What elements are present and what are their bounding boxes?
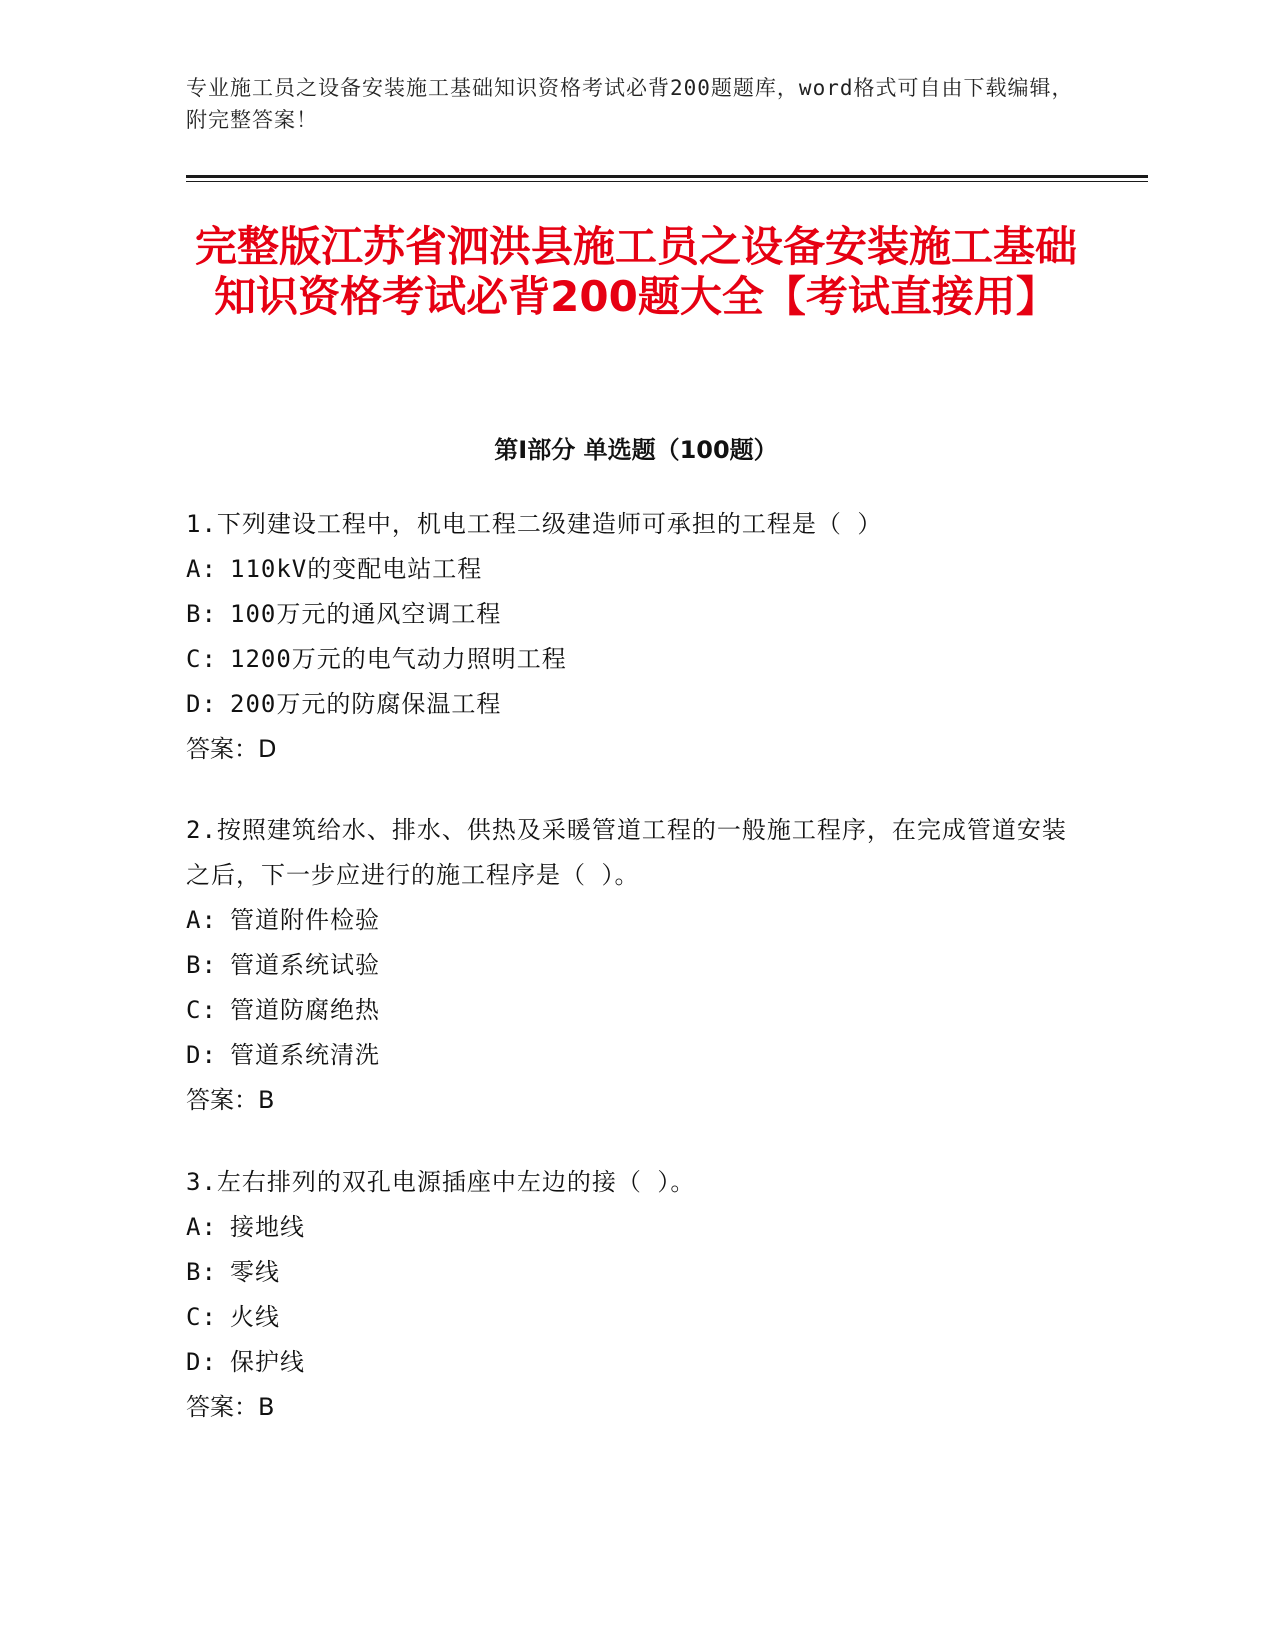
option-a xyxy=(186,547,1086,592)
option-text: 火线 xyxy=(230,1303,280,1331)
option-text: 1200万元的电气动力照明工程 xyxy=(230,645,567,673)
option-key: D: xyxy=(186,1348,217,1376)
option-text: 管道防腐绝热 xyxy=(230,996,380,1024)
option-key: A: xyxy=(186,1213,217,1241)
option-key: C: xyxy=(186,996,217,1024)
option-text: 200万元的防腐保温工程 xyxy=(230,690,502,718)
option-text: 管道系统试验 xyxy=(230,951,380,979)
answer: 答案：D xyxy=(186,735,277,763)
option-c xyxy=(186,637,1086,682)
section-heading: 第I部分 单选题（100题） xyxy=(494,436,778,464)
header-divider-thick xyxy=(186,175,1148,178)
option-b xyxy=(186,943,1086,988)
question-1 xyxy=(186,502,1086,772)
option-b xyxy=(186,1250,1086,1295)
option-key: B: xyxy=(186,951,217,979)
option-text: 保护线 xyxy=(230,1348,305,1376)
option-key: A: xyxy=(186,555,217,583)
option-key: C: xyxy=(186,1303,217,1331)
option-key: D: xyxy=(186,690,217,718)
option-key: D: xyxy=(186,1041,217,1069)
option-key: C: xyxy=(186,645,217,673)
option-text: 110kV的变配电站工程 xyxy=(230,555,483,583)
option-d xyxy=(186,1340,1086,1385)
question-stem: 2.按照建筑给水、排水、供热及采暖管道工程的一般施工程序，在完成管道安装之后，下一步应进行的施工程序是（ ）。 xyxy=(186,816,1067,889)
question-stem: 1.下列建设工程中，机电工程二级建造师可承担的工程是（ ） xyxy=(186,510,883,538)
option-text: 100万元的通风空调工程 xyxy=(230,600,502,628)
option-c xyxy=(186,1295,1086,1340)
question-3 xyxy=(186,1160,1086,1430)
option-text: 零线 xyxy=(230,1258,280,1286)
header-note: 专业施工员之设备安装施工基础知识资格考试必背200题题库，word格式可自由下载编辑，附完整答案！ xyxy=(186,76,1074,132)
option-d xyxy=(186,1033,1086,1078)
option-key: A: xyxy=(186,906,217,934)
option-key: B: xyxy=(186,600,217,628)
option-key: B: xyxy=(186,1258,217,1286)
option-a xyxy=(186,1205,1086,1250)
option-a xyxy=(186,898,1086,943)
question-stem: 3.左右排列的双孔电源插座中左边的接（ ）。 xyxy=(186,1168,696,1196)
question-2 xyxy=(186,808,1086,1123)
option-text: 管道系统清洗 xyxy=(230,1041,380,1069)
option-d xyxy=(186,682,1086,727)
option-text: 接地线 xyxy=(230,1213,305,1241)
answer: 答案：B xyxy=(186,1393,275,1421)
option-b xyxy=(186,592,1086,637)
header-divider-thin xyxy=(186,181,1148,182)
answer: 答案：B xyxy=(186,1086,275,1114)
option-c xyxy=(186,988,1086,1033)
document-title: 完整版江苏省泗洪县施工员之设备安装施工基础知识资格考试必背200题大全【考试直接用】 xyxy=(194,222,1077,321)
option-text: 管道附件检验 xyxy=(230,906,380,934)
